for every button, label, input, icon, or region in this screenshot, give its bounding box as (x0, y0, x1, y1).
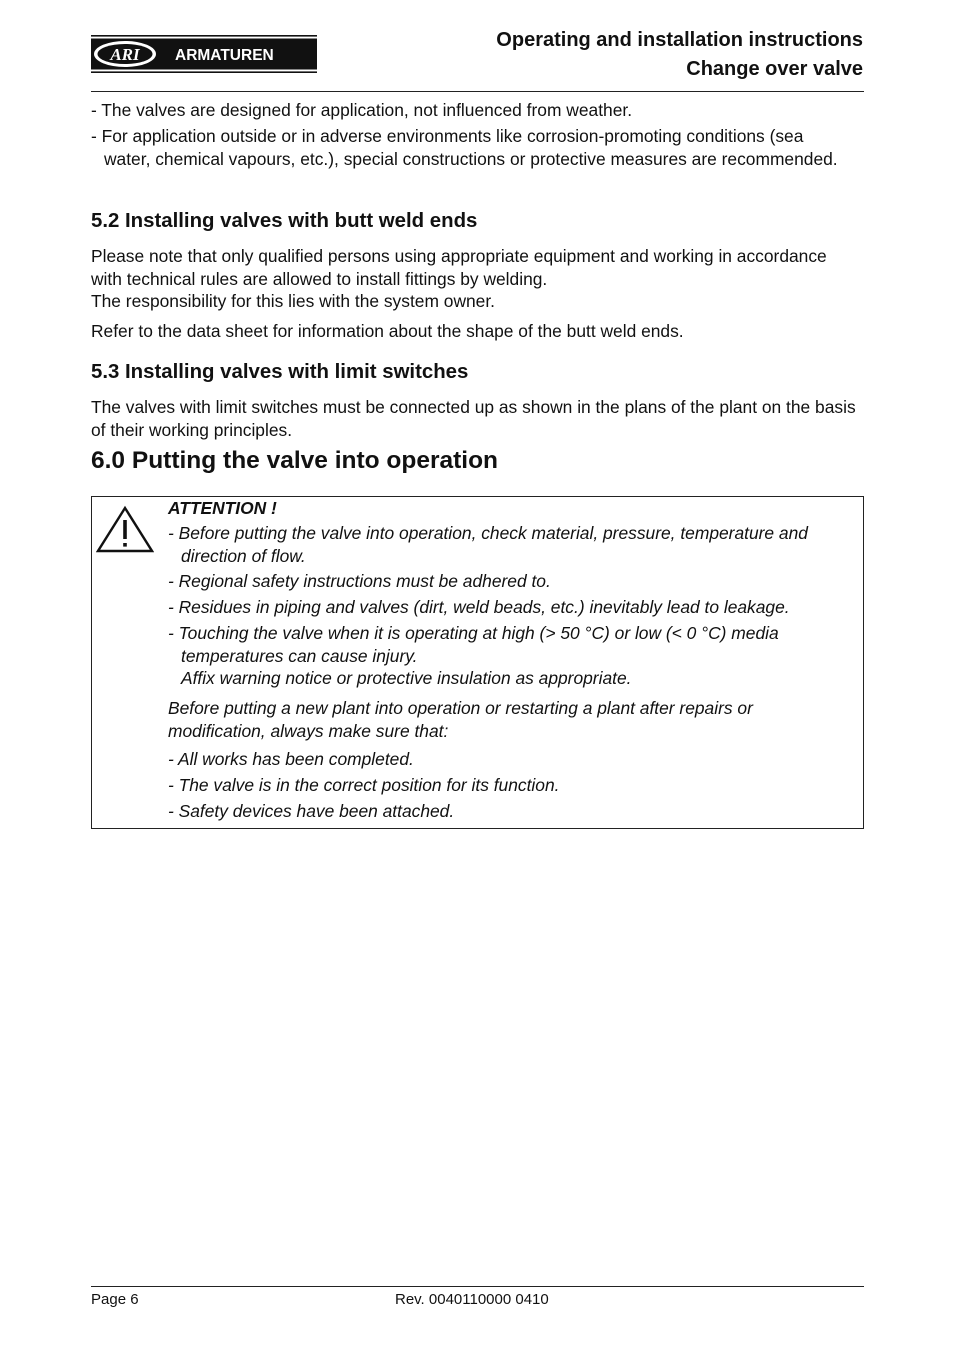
ari-armaturen-logo (91, 35, 317, 73)
attention-title: ATTENTION ! (168, 498, 277, 518)
section-6-0-heading: 6.0 Putting the valve into operation (91, 447, 499, 474)
header-rule (91, 91, 864, 92)
attention-affix-note: Affix warning notice or protective insulation as appropriate. (181, 668, 632, 688)
section-5-3-heading: 5.3 Installing valves with limit switches (91, 361, 469, 383)
attention-check-item: - The valve is in the correct position for its function. (168, 775, 560, 795)
attention-before-text: Before putting a new plant into operation or restarting a plant after repairs or modification, always make sure that: (168, 698, 753, 741)
section-5-3-paragraph: The valves with limit switches must be connected up as shown in the plans of the plant on the basis of their working principles. (91, 397, 856, 440)
section-5-2-heading: 5.2 Installing valves with butt weld ends (91, 210, 478, 232)
intro-item-2: - For application outside or in adverse environments like corrosion-promoting conditions (sea water, chemical vapours, etc.), special constructions or protective measures are recommended. (91, 126, 838, 169)
intro-item-1: - The valves are designed for application, not influenced from weather. (91, 100, 633, 120)
logo-word: ARMATUREN (175, 47, 274, 64)
section-5-2-paragraph-1: Please note that only qualified persons using appropriate equipment and working in accordance with technical rules are allowed to install fittings by welding. (91, 246, 827, 289)
section-5-2-paragraph-1b: The responsibility for this lies with the system owner. (91, 291, 496, 311)
attention-item: - Before putting the valve into operation, check material, pressure, temperature and direction of flow. (168, 523, 808, 566)
logo-mark: ARI (110, 45, 140, 64)
document-title (496, 26, 863, 84)
revision-number: Rev. 0040110000 0410 (395, 1291, 549, 1308)
attention-check-item: - Safety devices have been attached. (168, 801, 455, 821)
attention-item: - Residues in piping and valves (dirt, weld beads, etc.) inevitably lead to leakage. (168, 597, 790, 617)
attention-item: - Touching the valve when it is operating at high (> 50 °C) or low (< 0 °C) media temperatures can cause injury. (168, 623, 779, 666)
document-title-line1: Operating and installation instructions (496, 29, 863, 51)
warning-triangle-icon (96, 505, 154, 553)
footer-rule (91, 1286, 864, 1287)
attention-item: - Regional safety instructions must be adhered to. (168, 571, 551, 591)
attention-check-item: - All works has been completed. (168, 749, 414, 769)
document-title-line2: Change over valve (686, 58, 863, 80)
section-5-2-paragraph-2: Refer to the data sheet for information about the shape of the butt weld ends. (91, 321, 684, 341)
page-number: Page 6 (91, 1291, 139, 1308)
